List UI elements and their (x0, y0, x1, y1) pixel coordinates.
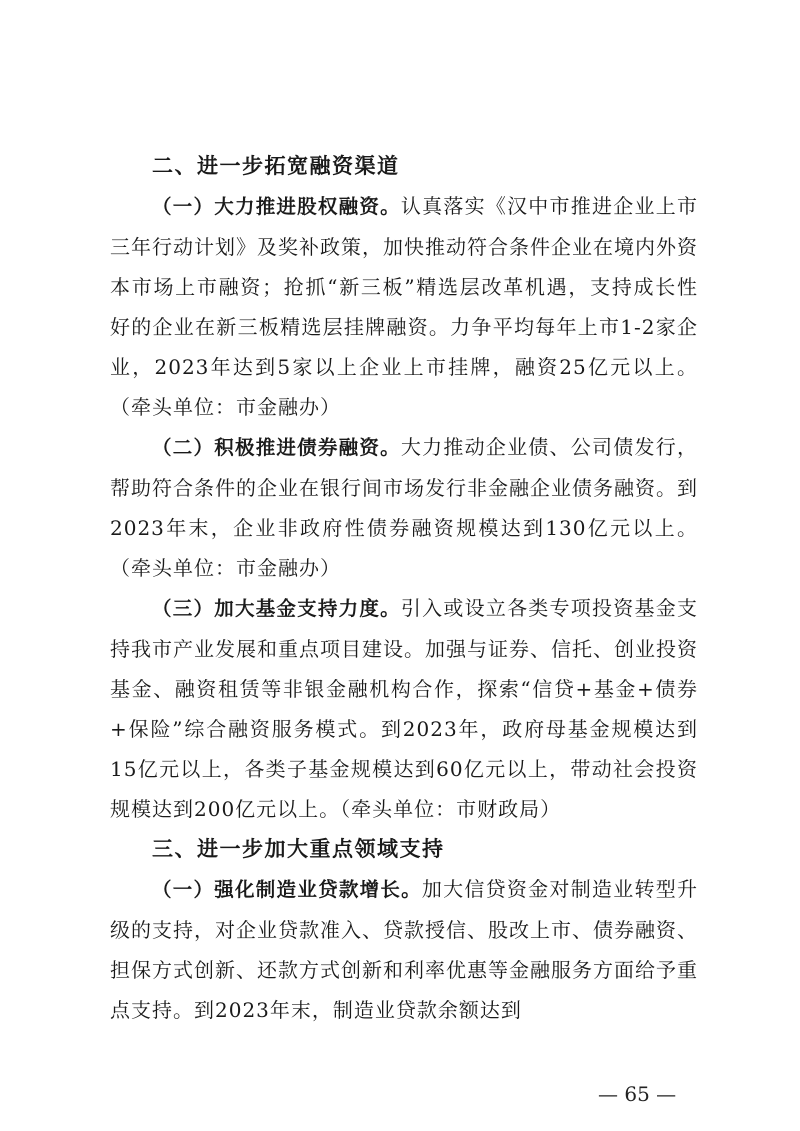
paragraph-lead: （二）积极推进债券融资。 (152, 436, 401, 459)
paragraph-text: 认真落实《汉中市推进企业上市三年行动计划》及奖补政策，加快推动符合条件企业在境内外资本市场上市融资；抢抓“新三板”精选层改革机遇，支持成长性好的企业在新三板精选层挂牌融资。力争平均每年上市1-2家企业，2023年达到5家以上企业上市挂牌，融资25亿元以上。（牵头单位：市金融办） (110, 194, 698, 419)
paragraph-manufacturing-loans (110, 869, 698, 1030)
paragraph-fund-support (110, 588, 698, 829)
paragraph-equity-financing (110, 186, 698, 427)
page-number: — 65 — (598, 1082, 677, 1106)
paragraph-lead: （三）加大基金支持力度。 (152, 597, 401, 620)
paragraph-text: 加大信贷资金对制造业转型升级的支持，对企业贷款准入、贷款授信、股改上市、债券融资、担保方式创新、还款方式创新和利率优惠等金融服务方面给予重点支持。到2023年末，制造业贷款余额达到 (110, 877, 698, 1022)
section-heading-3: 三、进一步加大重点领域支持 (152, 837, 445, 861)
paragraph-bond-financing (110, 427, 698, 588)
paragraph-text: 大力推动企业债、公司债发行，帮助符合条件的企业在银行间市场发行非金融企业债务融资。到2023年末，企业非政府性债券融资规模达到130亿元以上。（牵头单位：市金融办） (110, 435, 698, 580)
paragraph-text: 引入或设立各类专项投资基金支持我市产业发展和重点项目建设。加强与证券、信托、创业投资基金、融资租赁等非银金融机构合作，探索“信贷+基金+债券+保险”综合融资服务模式。到2023年，政府母基金规模达到15亿元以上，各类子基金规模达到60亿元以上，带动社会投资规模达到200亿元以上。（牵头单位：市财政局） (110, 596, 698, 821)
page-content (110, 146, 698, 1030)
paragraph-lead: （一）大力推进股权融资。 (152, 195, 401, 218)
paragraph-lead: （一）强化制造业贷款增长。 (152, 878, 422, 901)
section-heading-2: 二、进一步拓宽融资渠道 (152, 154, 400, 178)
